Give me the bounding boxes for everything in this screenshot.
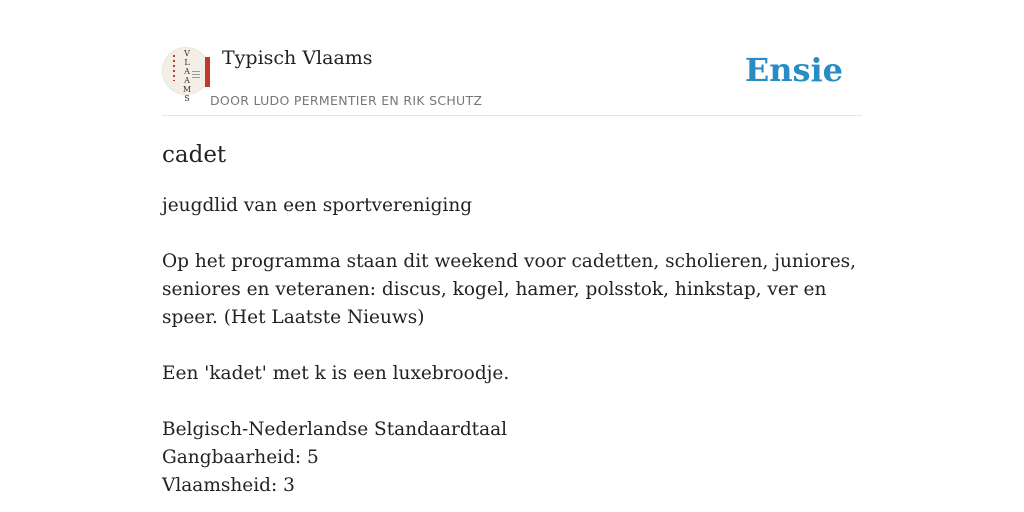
author-byline: DOOR LUDO PERMENTIER EN RIK SCHUTZ: [210, 93, 483, 108]
entry-vlaamsheid: Vlaamsheid: 3: [162, 475, 295, 496]
spacer: [162, 332, 862, 360]
spacer: [162, 220, 862, 248]
spacer: [162, 388, 862, 416]
entry-gangbaarheid: Gangbaarheid: 5: [162, 447, 319, 468]
entry-note: Een 'kadet' met k is een luxebroodje.: [162, 363, 510, 384]
entry-register: Belgisch-Nederlandse Standaardtaal: [162, 419, 508, 440]
site-title-link[interactable]: Typisch Vlaams: [222, 47, 373, 69]
avatar-decoration: [173, 55, 175, 81]
avatar-lettering: V L A A M S: [182, 49, 192, 103]
page-container: [162, 0, 862, 512]
entry-word: cadet: [162, 142, 227, 168]
entry-body: [162, 192, 862, 500]
entry-example: Op het programma staan dit weekend voor cadetten, scholieren, juniores, seniores en veteranen: discus, kogel, hamer, polsstok, hinkstap, ver en speer. (Het Laatste Nieuws): [162, 251, 857, 328]
avatar-red-bar: [205, 57, 210, 87]
avatar-decoration-lines: [192, 71, 200, 79]
author-avatar[interactable]: [162, 47, 210, 103]
entry-definition: jeugdlid van een sportvereniging: [162, 195, 473, 216]
header: [162, 0, 862, 116]
brand-logo-link[interactable]: Ensie: [744, 51, 843, 89]
